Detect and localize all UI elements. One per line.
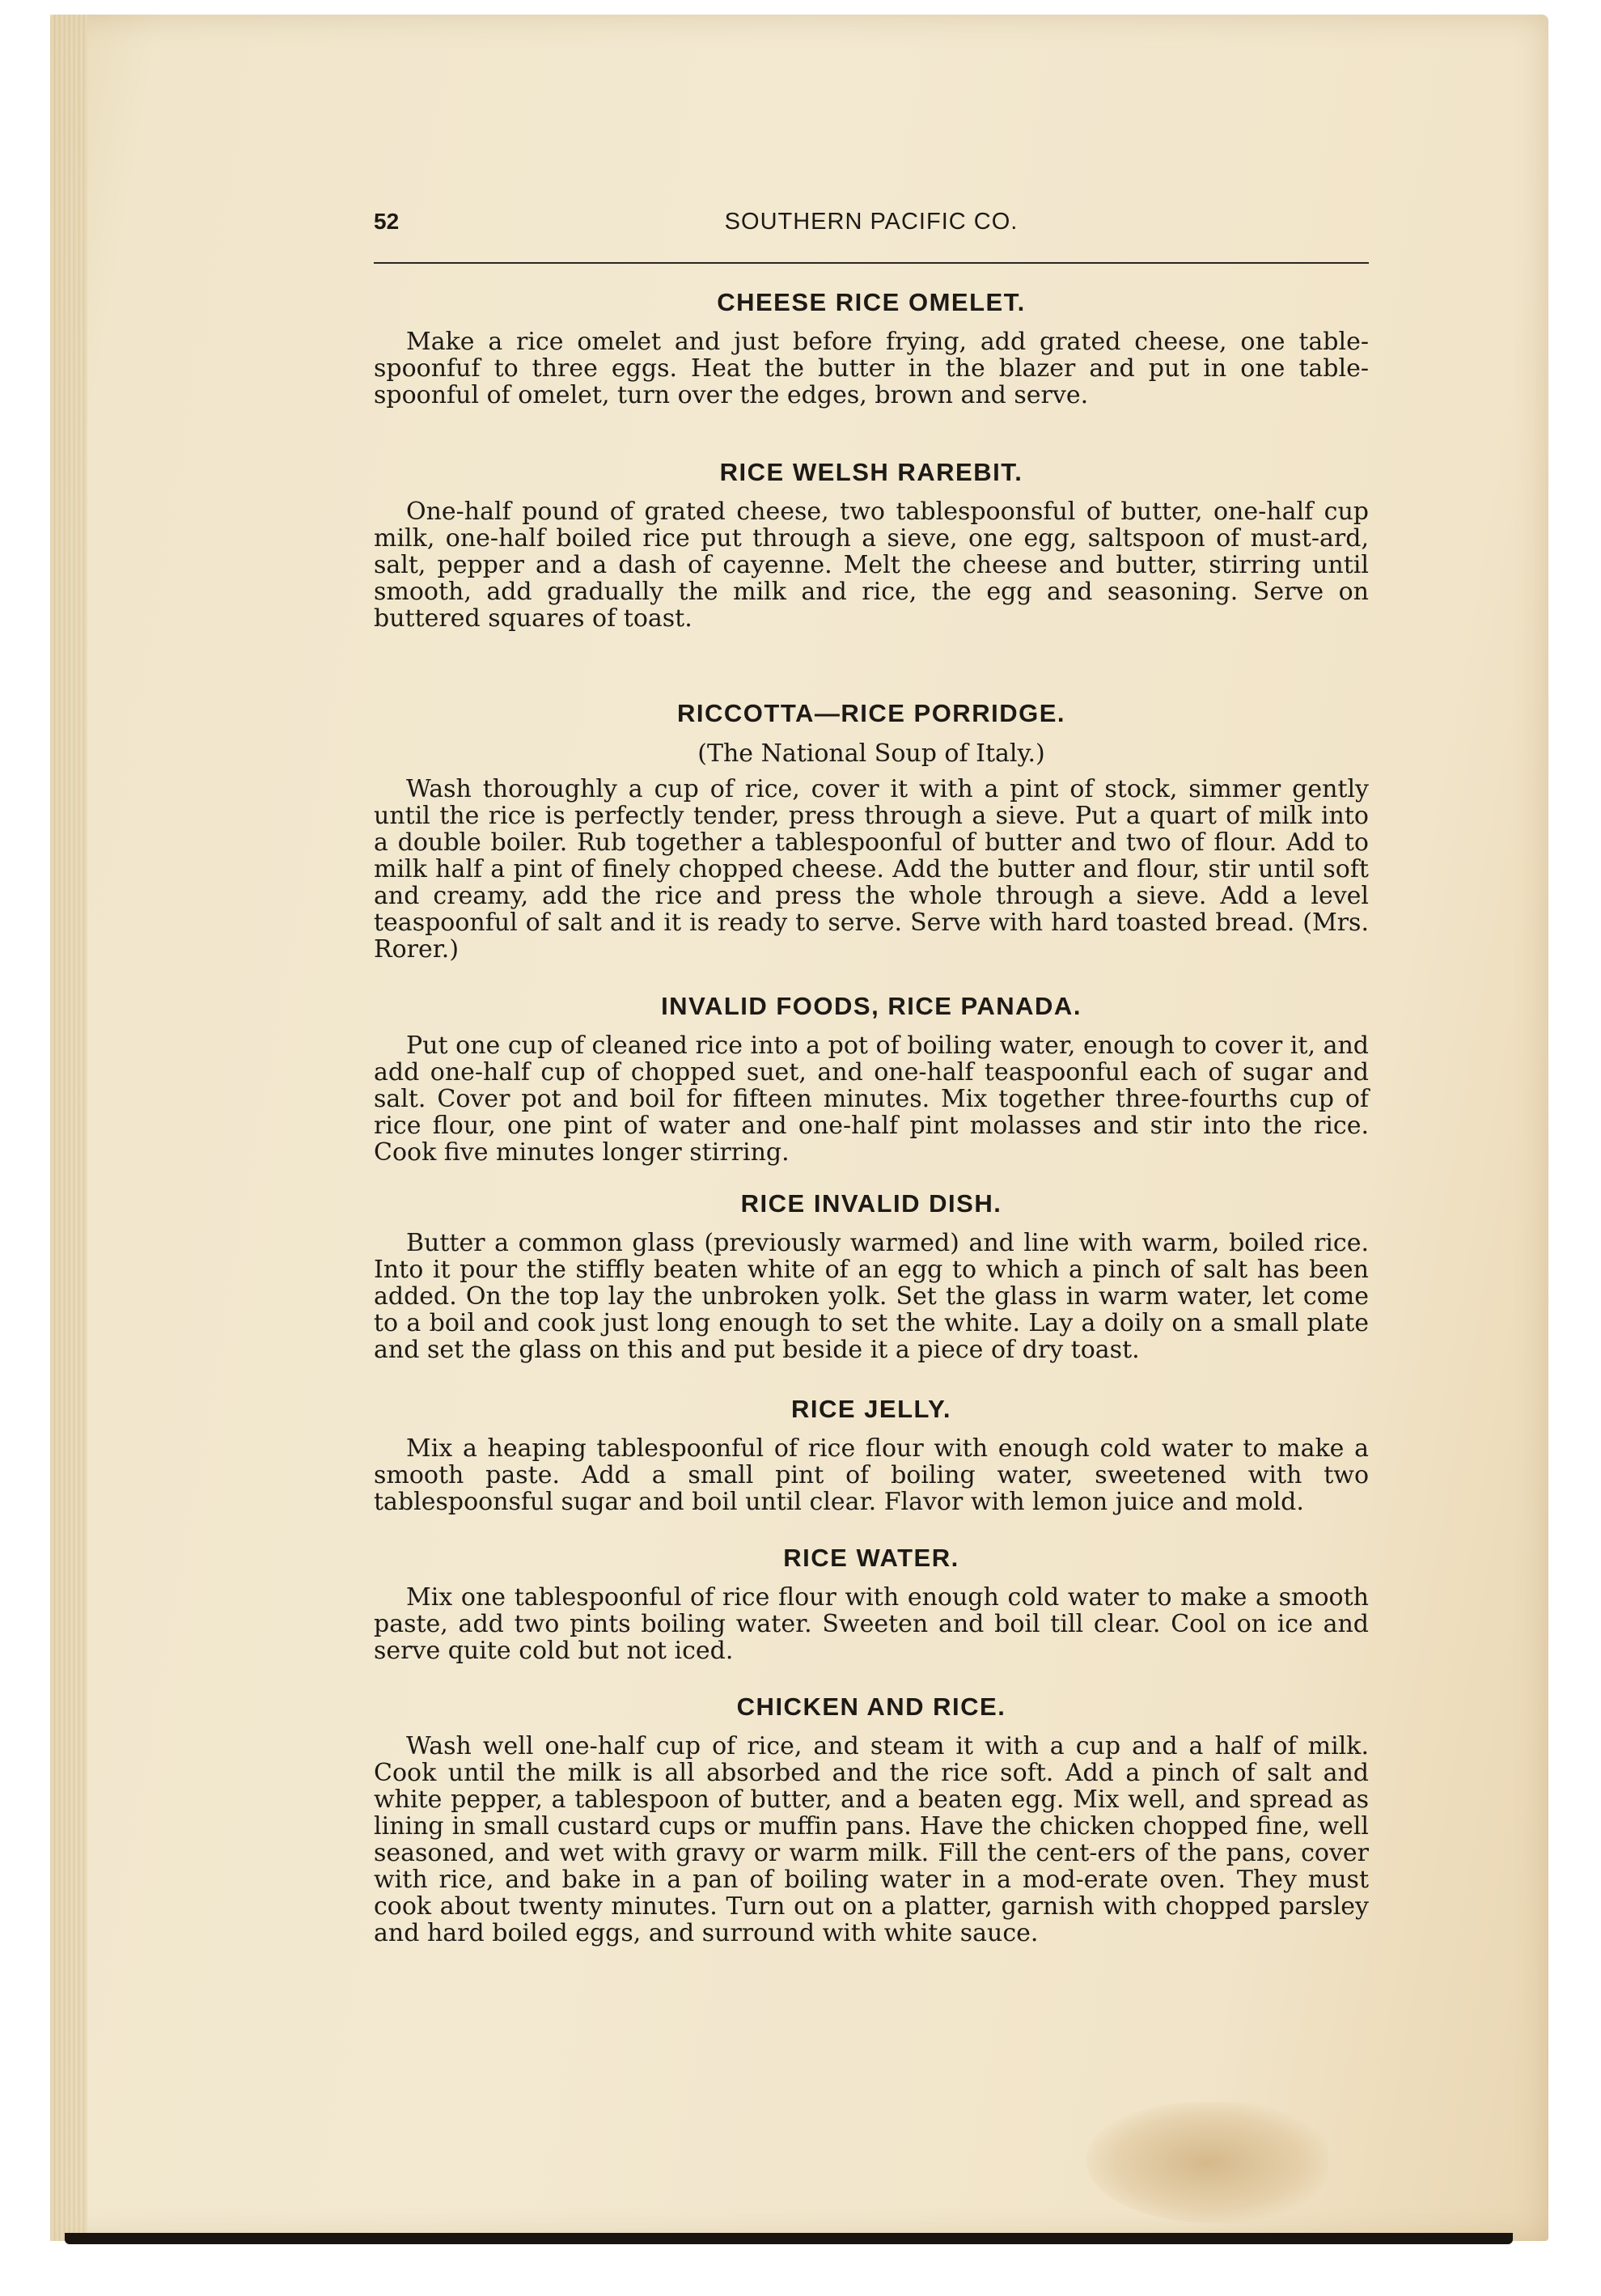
recipe-rice-jelly: [374, 1395, 1369, 1515]
recipe-body: Butter a common glass (previously warmed) and line with warm, boiled rice. Into it pour the stiffly beaten white of an egg to which a pinch of salt has been added. On the top lay the unbroken yolk. Set the glass in warm water, let come to a boil and cook just long enough to set the white. Lay a doily on a small plate and set the glass on this and put beside it a piece of dry toast.: [374, 1229, 1369, 1364]
recipe-title: RICE WATER.: [783, 1544, 959, 1572]
running-head: [374, 209, 1369, 249]
recipe-title: CHICKEN AND RICE.: [736, 1692, 1006, 1721]
recipe-cheese-rice-omelet: [374, 288, 1369, 409]
water-stain: [1086, 2102, 1328, 2223]
recipe-body: One-half pound of grated cheese, two tablespoonsful of butter, one-half cup milk, one-half boiled rice put through a sieve, one egg, saltspoon of must-ard, salt, pepper and a dash of cayenne. Melt the cheese and butter, stirring until smooth, add gradually the milk and rice, the egg and seasoning. Serve on buttered squares of toast.: [374, 498, 1369, 633]
page-bottom-shadow: [65, 2233, 1513, 2244]
recipe-body: Put one cup of cleaned rice into a pot of boiling water, enough to cover it, and add one-half cup of chopped suet, and one-half teaspoonful each of sugar and salt. Cover pot and boil for fifteen minutes. Mix together three-fourths cup of rice flour, one pint of water and one-half pint molasses and stir into the rice. Cook five minutes longer stirring.: [374, 1032, 1369, 1167]
running-title: SOUTHERN PACIFIC CO.: [724, 209, 1019, 235]
recipe-rice-welsh-rarebit: [374, 458, 1369, 632]
recipe-title: RICE WELSH RAREBIT.: [719, 458, 1023, 486]
recipe-body: Wash well one-half cup of rice, and steam it with a cup and a half of milk. Cook until the milk is all absorbed and the rice soft. Add a pinch of salt and white pepper, a tablespoon of butter, and a beaten egg. Mix well, and spread as lining in small custard cups or muffin pans. Have the chicken chopped fine, well seasoned, and wet with gravy or warm milk. Fill the cent-ers of the pans, cover with rice, and bake in a pan of boiling water in a mod-erate oven. They must cook about twenty minutes. Turn out on a platter, garnish with chopped parsley and hard boiled eggs, and surround with white sauce.: [374, 1732, 1369, 1947]
recipe-body: Mix one tablespoonful of rice flour with enough cold water to make a smooth paste, add two pints boiling water. Sweeten and boil till clear. Cool on ice and serve quite cold but not iced.: [374, 1583, 1369, 1665]
paper-sheet: [50, 15, 1548, 2241]
recipe-title: CHEESE RICE OMELET.: [717, 288, 1026, 316]
recipe-title: RICE JELLY.: [791, 1395, 951, 1423]
recipe-body: Mix a heaping tablespoonful of rice flour with enough cold water to make a smooth paste. Add a small pint of boiling water, sweetened with two tablespoonsful sugar and boil until clear. Flavor with lemon juice and mold.: [374, 1434, 1369, 1516]
recipe-rice-invalid-dish: [374, 1189, 1369, 1363]
page-number: 52: [374, 209, 400, 234]
recipe-body: Make a rice omelet and just before frying, add grated cheese, one table-spoonfuf to three eggs. Heat the butter in the blazer and put in one table-spoonful of omelet, turn over the edges, brown and serve.: [374, 328, 1369, 409]
recipe-chicken-and-rice: [374, 1692, 1369, 1947]
recipe-title: RICE INVALID DISH.: [740, 1189, 1002, 1218]
recipe-title: RICCOTTA—RICE PORRIDGE.: [677, 699, 1065, 727]
recipe-subtitle: (The National Soup of Italy.): [697, 739, 1045, 768]
recipe-invalid-foods-rice-panada: [374, 992, 1369, 1166]
recipe-body: Wash thoroughly a cup of rice, cover it with a pint of stock, simmer gently until the rice is perfectly tender, press through a sieve. Put a quart of milk into a double boiler. Rub together a tablespoonful of butter and two of flour. Add to milk half a pint of finely chopped cheese. Add the butter and flour, stir until soft and creamy, add the rice and press the whole through a sieve. Add a level teaspoonful of salt and it is ready to serve. Serve with hard toasted bread. (Mrs. Rorer.): [374, 775, 1369, 964]
recipe-title: INVALID FOODS, RICE PANADA.: [661, 992, 1082, 1020]
binding-edge: [50, 15, 87, 2241]
header-rule: [374, 262, 1369, 264]
recipe-riccotta-rice-porridge: [374, 699, 1369, 963]
recipe-rice-water: [374, 1544, 1369, 1664]
